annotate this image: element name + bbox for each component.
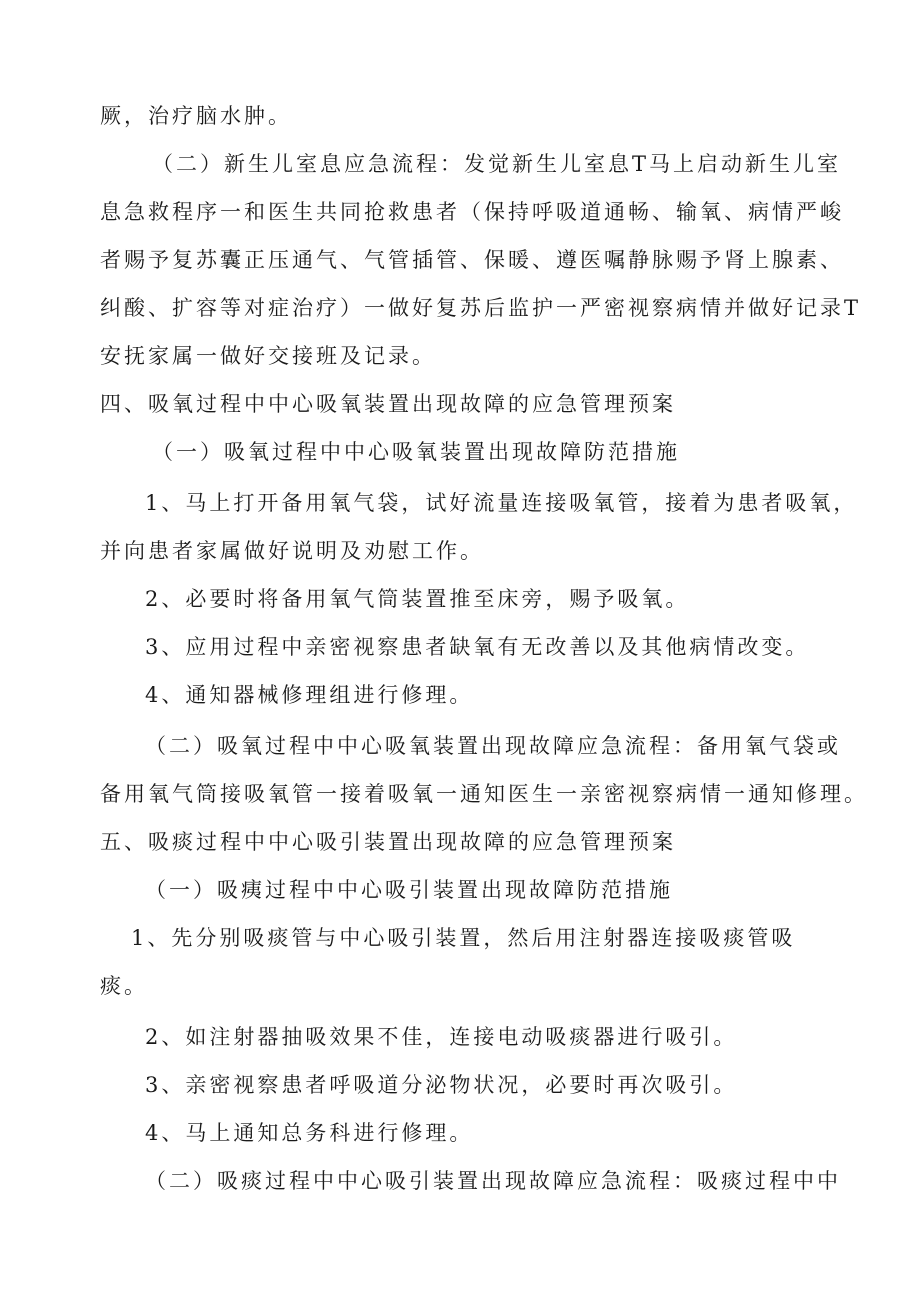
subsection-heading: （一）吸痍过程中中心吸引装置出现故障防范措施 <box>145 878 673 902</box>
subsection-heading: （一）吸氧过程中中心吸氧装置出现故障防范措施 <box>152 440 680 464</box>
text-line: 备用氧气筒接吸氧管一接着吸氧一通知医生一亲密视察病情一通知修理。 <box>100 782 868 806</box>
text-line: 4、通知器械修理组进行修理。 <box>145 683 474 707</box>
text-line: 3、应用过程中亲密视察患者缺氧有无改善以及其他病情改变。 <box>145 635 810 659</box>
text-line: 4、马上通知总务科进行修理。 <box>145 1121 474 1145</box>
text-line: 并向患者家属做好说明及劝慰工作。 <box>100 539 484 563</box>
text-line: 1、先分别吸痰管与中心吸引装置，然后用注射器连接吸痰管吸 <box>131 926 796 950</box>
section-heading: 五、吸痰过程中中心吸引装置出现故障的应急管理预案 <box>100 830 676 854</box>
text-line: 厥，治疗脑水肿。 <box>100 104 292 128</box>
text-line: 者赐予复苏囊正压通气、气管插管、保暖、遵医嘱静脉赐予肾上腺素、 <box>100 248 844 272</box>
text-line: （二）吸痰过程中中心吸引装置出现故障应急流程：吸痰过程中中 <box>145 1169 841 1193</box>
text-line: 纠酸、扩容等对症治疗）一做好复苏后监护一严密视察病情并做好记录T <box>100 296 862 320</box>
text-line: 安抚家属一做好交接班及记录。 <box>100 344 436 368</box>
section-heading: 四、吸氧过程中中心吸氧装置出现故障的应急管理预案 <box>100 392 676 416</box>
text-line: （二）新生儿室息应急流程：发觉新生儿室息T马上启动新生儿室 <box>152 152 842 176</box>
text-line: 2、必要时将备用氧气筒装置推至床旁，赐予吸氧。 <box>145 587 690 611</box>
text-line: 3、亲密视察患者呼吸道分泌物状况，必要时再次吸引。 <box>145 1073 738 1097</box>
text-line: （二）吸氧过程中中心吸氧装置出现故障应急流程：备用氧气袋或 <box>145 734 841 758</box>
text-line: 2、如注射器抽吸效果不佳，连接电动吸痰器进行吸引。 <box>145 1025 738 1049</box>
text-line: 息急救程序一和医生共同抢救患者（保持呼吸道通畅、输氧、病情严峻 <box>100 200 844 224</box>
text-line: 1、马上打开备用氧气袋，试好流量连接吸氧管，接着为患者吸氧， <box>145 491 858 515</box>
text-line: 痰。 <box>100 974 148 998</box>
